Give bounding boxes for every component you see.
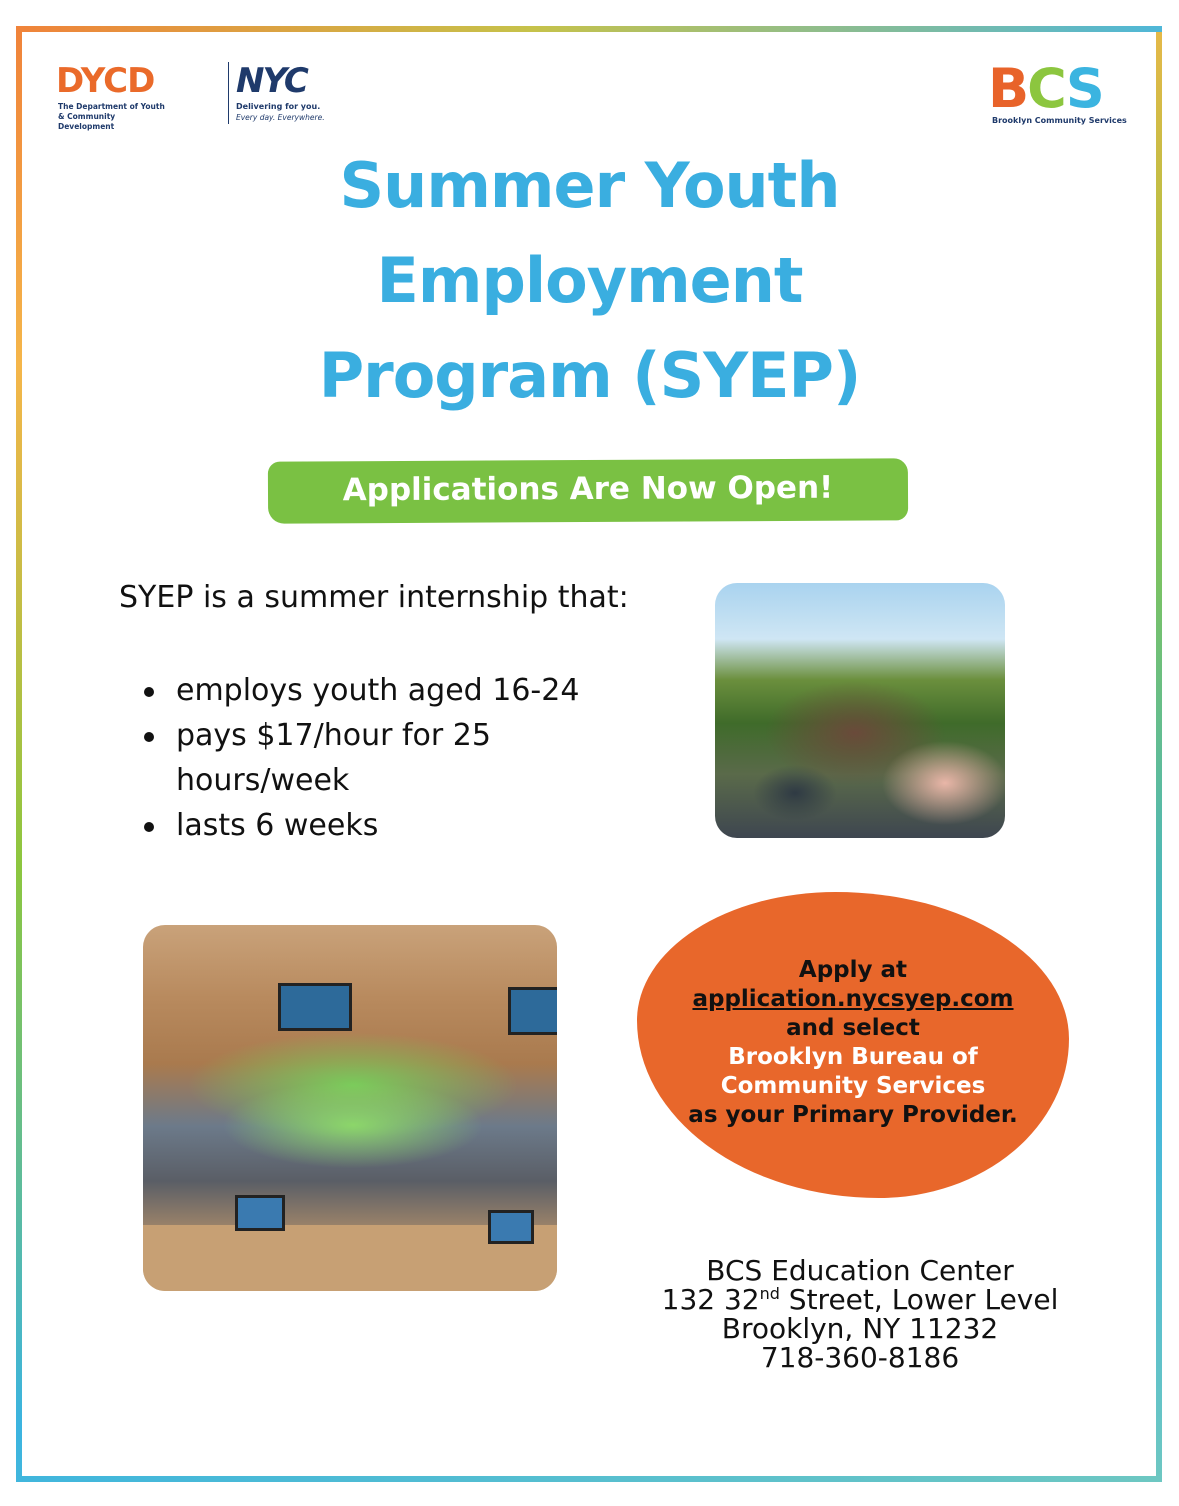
logo-divider	[228, 62, 229, 124]
photo-monitor	[488, 1210, 534, 1244]
apply-line: Apply at	[798, 957, 908, 983]
dycd-subtitle-line1: The Department of Youth	[58, 102, 165, 111]
applications-open-banner: Applications Are Now Open!	[268, 458, 908, 523]
garden-group-photo	[715, 583, 1005, 838]
feature-list	[140, 668, 660, 848]
street-rest: Street, Lower Level	[779, 1283, 1059, 1316]
nyc-logo-word: NYC	[236, 61, 307, 101]
list-item: lasts 6 weeks	[140, 803, 660, 848]
photo-screen	[508, 987, 557, 1035]
list-item: pays $17/hour for 25 hours/week	[140, 713, 660, 803]
bcs-letter-b: B	[988, 57, 1028, 120]
intro-text: SYEP is a summer internship that:	[119, 580, 629, 615]
page-title	[200, 138, 979, 423]
apply-url-link[interactable]: application.nycsyep.com	[692, 986, 1014, 1012]
apply-line: and select	[786, 1015, 920, 1041]
address-block	[640, 1256, 1080, 1372]
photo-monitor	[235, 1195, 285, 1231]
provider-name-line2: Community Services	[720, 1073, 986, 1099]
dycd-subtitle-line2: & Community Development	[58, 112, 116, 131]
bcs-letter-s: S	[1065, 57, 1103, 120]
gradient-frame-top	[16, 26, 1162, 32]
photo-screen	[278, 983, 352, 1031]
street-number: 132 32	[661, 1283, 760, 1316]
title-line-3: Program (SYEP)	[318, 339, 861, 412]
phone-number[interactable]: 718-360-8186	[760, 1341, 960, 1374]
nyc-tagline-1: Delivering for you.	[236, 102, 321, 111]
title-line-2: Employment	[376, 244, 803, 317]
dycd-logo-word: DYCD	[56, 61, 155, 101]
street-suffix: nd	[759, 1284, 780, 1303]
apply-line: as your Primary Provider.	[688, 1102, 1018, 1128]
provider-name-line1: Brooklyn Bureau of	[728, 1044, 978, 1070]
bcs-logo-word	[988, 58, 1103, 120]
bcs-letter-c: C	[1027, 57, 1066, 120]
title-line-1: Summer Youth	[339, 149, 840, 222]
city-state-zip: Brooklyn, NY 11232	[721, 1312, 999, 1345]
list-item: employs youth aged 16-24	[140, 668, 660, 713]
nyc-tagline-2: Every day. Everywhere.	[236, 113, 325, 122]
street-address	[640, 1285, 1080, 1314]
location-name: BCS Education Center	[706, 1254, 1014, 1287]
bcs-logo-subtitle: Brooklyn Community Services	[992, 116, 1127, 125]
apply-callout-text	[650, 956, 1056, 1130]
courtroom-group-photo	[143, 925, 557, 1291]
bcs-logo	[988, 58, 1130, 128]
dycd-logo-subtitle	[58, 102, 170, 132]
dycd-nyc-logo	[56, 60, 325, 131]
